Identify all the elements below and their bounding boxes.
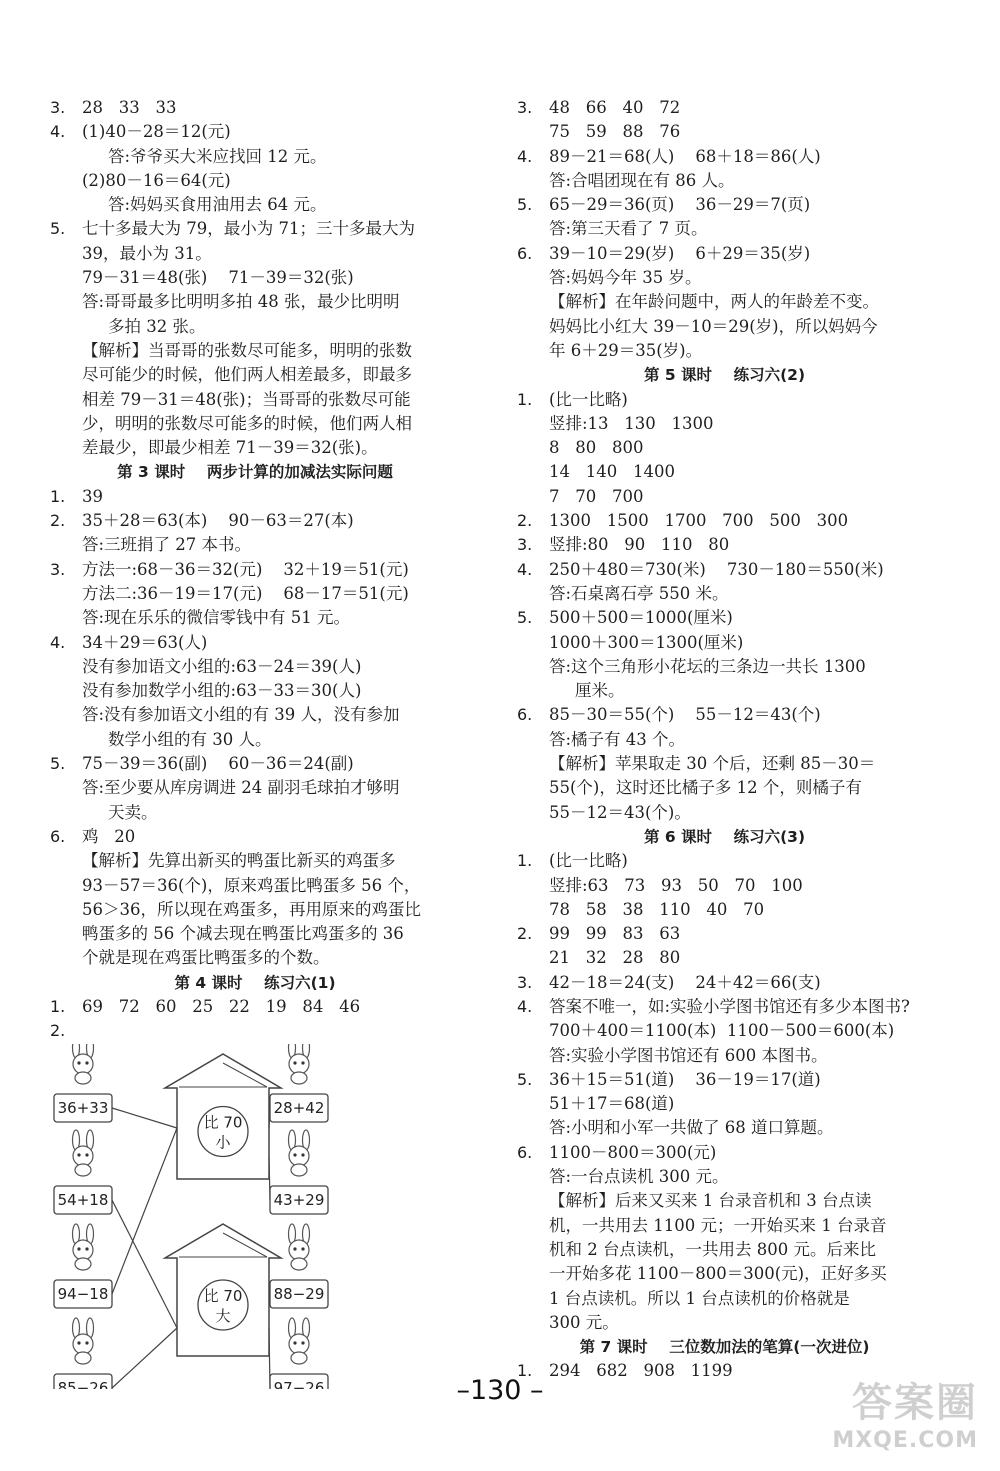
- rabbit-icon: [73, 1318, 94, 1364]
- left-column: [50, 96, 460, 1404]
- answer-line: [50, 679, 460, 703]
- section-heading: [517, 1335, 932, 1359]
- answer-line: [50, 849, 460, 873]
- answer-text: 56＞36，所以现在鸡蛋多，再用原来的鸡蛋比: [82, 899, 421, 919]
- item-number: 5.: [517, 195, 533, 215]
- answer-line: [517, 1092, 932, 1116]
- matching-line: [112, 1200, 177, 1328]
- answer-line: [517, 1165, 932, 1189]
- answer-line: [517, 995, 932, 1019]
- answer-line: [50, 752, 460, 776]
- answer-text: 答:小明和小军一共做了 68 道口算题。: [549, 1118, 834, 1138]
- answer-text: 答:没有参加语文小组的有 39 人，没有参加: [82, 705, 400, 725]
- answer-text: 36＋15＝51(道) 36－19＝17(道): [549, 1069, 821, 1089]
- answer-text: 尽可能少的时候，他们两人相差最多，即最多: [82, 365, 412, 385]
- answer-text: 差最少，即最少相差 71－39＝32(张)。: [82, 438, 378, 458]
- matching-line: [269, 1158, 270, 1200]
- answer-text: 1300 1500 1700 700 500 300: [549, 511, 849, 531]
- answer-line: [517, 558, 932, 582]
- answer-text: 竖排:13 130 1300: [549, 413, 714, 433]
- answer-line: [517, 776, 932, 800]
- answer-line: [50, 145, 460, 169]
- expression-label: 97−26: [273, 1378, 325, 1389]
- answer-text: 【解析】苹果取走 30 个后，还剩 85－30＝: [549, 754, 876, 774]
- answer-line: [50, 96, 460, 120]
- answer-text: 竖排:80 90 110 80: [549, 535, 730, 555]
- expression-label: 85−26: [57, 1378, 109, 1389]
- answer-text: 妈妈比小红大 39－10＝29(岁)，所以妈妈今: [549, 316, 878, 336]
- answer-text: 21 32 28 80: [549, 948, 681, 968]
- item-number: 4.: [517, 559, 533, 579]
- item-number: 6.: [517, 705, 533, 725]
- answer-text: 250＋480＝730(米) 730－180＝550(米): [549, 559, 884, 579]
- answer-text: 【解析】先算出新买的鸭蛋比新买的鸡蛋多: [82, 851, 396, 871]
- answer-text: 28 33 33: [82, 98, 177, 117]
- section-heading: [50, 971, 460, 995]
- answer-text: 42－18＝24(支) 24＋42＝66(支): [549, 972, 821, 992]
- answer-text: 300 元。: [549, 1312, 619, 1332]
- item-number: 2.: [517, 511, 533, 531]
- answer-line: [50, 582, 460, 606]
- answer-line: [517, 1068, 932, 1092]
- answer-text: 39－10＝29(岁) 6＋29＝35(岁): [549, 243, 811, 263]
- answer-text: 答:合唱团现在有 86 人。: [549, 170, 735, 190]
- answer-text: 答案不唯一，如:实验小学图书馆还有多少本图书?: [549, 996, 910, 1016]
- answer-line: [50, 1019, 460, 1043]
- answer-line: [50, 412, 460, 436]
- answer-text: 答:爷爷买大米应找回 12 元。: [108, 146, 327, 166]
- answer-text: 多拍 32 张。: [108, 316, 206, 336]
- answer-text: 39: [82, 486, 103, 506]
- matching-line: [112, 1128, 177, 1294]
- answer-text: 天卖。: [108, 802, 158, 822]
- answer-line: [517, 606, 932, 630]
- answer-text: 65－29＝36(页) 36－29＝7(页): [549, 195, 811, 215]
- answer-text: 机和 2 台点读机，一共用去 800 元。后来比: [549, 1239, 876, 1259]
- house-less-than-70-label: 比 70: [203, 1113, 243, 1132]
- answer-line: [50, 922, 460, 946]
- expression-label: 94−18: [57, 1284, 109, 1303]
- rabbit-icon: [289, 1318, 310, 1364]
- answer-text: 1100－800＝300(元): [549, 1142, 717, 1162]
- answer-text: 55－12＝43(个)。: [549, 802, 691, 822]
- answer-text: 厘米。: [575, 681, 625, 701]
- answer-line: [50, 703, 460, 727]
- answer-text: 294 682 908 1199: [549, 1361, 733, 1381]
- answer-line: [517, 509, 932, 533]
- matching-diagram: [50, 1044, 350, 1404]
- answer-line: [50, 436, 460, 460]
- answer-text: 75 59 88 76: [549, 122, 681, 142]
- house-greater-than-70-label: 大: [215, 1306, 231, 1325]
- answer-text: 数学小组的有 30 人。: [108, 729, 272, 749]
- rabbit-icon: [73, 1130, 94, 1176]
- item-number: 5.: [50, 219, 66, 239]
- item-number: 2.: [50, 1021, 66, 1041]
- answer-line: [517, 339, 932, 363]
- answer-line: [517, 485, 932, 509]
- answer-line: [517, 388, 932, 412]
- answer-text: 答:妈妈买食用油用去 64 元。: [108, 195, 327, 215]
- answer-line: [50, 217, 460, 241]
- answer-line: [517, 898, 932, 922]
- answer-line: [517, 1238, 932, 1262]
- answer-text: 51＋17＝68(道): [549, 1094, 675, 1114]
- answer-line: [50, 290, 460, 314]
- answer-line: [517, 655, 932, 679]
- answer-line: [517, 1189, 932, 1213]
- answer-line: [517, 193, 932, 217]
- answer-text: 700＋400＝1100(本) 1100－500＝600(本): [549, 1021, 895, 1041]
- answer-text: 答:这个三角形小花坛的三条边一共长 1300: [549, 656, 866, 676]
- answer-line: [50, 631, 460, 655]
- item-number: 6.: [517, 243, 533, 263]
- answer-text: 答:至少要从库房调进 24 副羽毛球拍才够明: [82, 778, 400, 798]
- answer-line: [517, 412, 932, 436]
- answer-line: [50, 169, 460, 193]
- answer-line: [50, 509, 460, 533]
- matching-diagram-svg: [50, 1044, 350, 1389]
- answer-text: 答:第三天看了 7 页。: [549, 219, 708, 239]
- section-heading: [517, 825, 932, 849]
- item-number: 1.: [50, 486, 66, 506]
- answer-text: 答:实验小学图书馆还有 600 本图书。: [549, 1045, 828, 1065]
- answer-text: 没有参加数学小组的:63－33＝30(人): [82, 681, 362, 701]
- item-number: 5.: [517, 608, 533, 628]
- watermark: [832, 1371, 978, 1453]
- answer-text: 78 58 38 110 40 70: [549, 899, 765, 919]
- answer-text: 七十多最大为 79，最小为 71；三十多最大为: [82, 219, 415, 239]
- answer-text: 75－39＝36(副) 60－36＝24(副): [82, 754, 354, 774]
- answer-line: [50, 266, 460, 290]
- answer-text: (2)80－16＝64(元): [82, 170, 231, 190]
- rabbit-icon: [289, 1044, 310, 1084]
- answer-line: [50, 946, 460, 970]
- expression-label: 28+42: [273, 1098, 325, 1117]
- answer-text: 500＋500＝1000(厘米): [549, 608, 733, 628]
- answer-text: 【解析】当哥哥的张数尽可能多，明明的张数: [82, 340, 412, 360]
- answer-line: [517, 752, 932, 776]
- section-heading: [517, 363, 932, 387]
- answer-text: 答:三班捐了 27 本书。: [82, 535, 252, 555]
- section-heading-text: 第 5 课时 练习六(2): [643, 366, 806, 385]
- answer-line: [50, 339, 460, 363]
- answer-line: [517, 971, 932, 995]
- answer-line: [50, 874, 460, 898]
- answer-text: 相差 79－31＝48(张)；当哥哥的张数尽可能: [82, 389, 411, 409]
- answer-text: 年 6＋29＝35(岁)。: [549, 340, 703, 360]
- answer-line: [517, 946, 932, 970]
- answer-line: [517, 460, 932, 484]
- answer-text: 48 66 40 72: [549, 98, 681, 117]
- answer-text: 答:妈妈今年 35 岁。: [549, 268, 702, 288]
- answer-text: 69 72 60 25 22 19 84 46: [82, 996, 361, 1016]
- answer-line: [517, 922, 932, 946]
- section-heading-text: 第 4 课时 练习六(1): [174, 973, 336, 992]
- rabbit-icon: [73, 1044, 94, 1084]
- page-number: –130 –: [456, 1375, 544, 1406]
- answer-line: [517, 703, 932, 727]
- answer-line: [50, 825, 460, 849]
- rabbit-icon: [289, 1224, 310, 1270]
- item-number: 4.: [50, 632, 66, 652]
- item-number: 5.: [50, 754, 66, 774]
- answer-text: 少，明明的张数尽可能多的时候，他们两人相: [82, 413, 412, 433]
- item-number: 4.: [517, 996, 533, 1016]
- answer-text: (比一比略): [549, 389, 628, 409]
- answer-text: 答:橘子有 43 个。: [549, 729, 686, 749]
- answer-line: [517, 582, 932, 606]
- answer-line: [517, 1044, 932, 1068]
- answer-text: 93－57＝36(个)，原来鸡蛋比鸭蛋多 56 个，: [82, 875, 421, 895]
- answer-line: [517, 1262, 932, 1286]
- answer-line: [517, 1214, 932, 1238]
- section-heading-text: 第 3 课时 两步计算的加减法实际问题: [117, 463, 393, 482]
- answer-line: [50, 315, 460, 339]
- answer-line: [50, 242, 460, 266]
- answer-line: [50, 193, 460, 217]
- item-number: 6.: [517, 1142, 533, 1162]
- rabbit-icon: [73, 1224, 94, 1270]
- answer-line: [517, 266, 932, 290]
- answer-line: [50, 485, 460, 509]
- answer-text: 机，一共用去 1100 元；一开始买来 1 台录音: [549, 1215, 887, 1235]
- answer-text: 答:一台点读机 300 元。: [549, 1167, 729, 1187]
- item-number: 3.: [517, 972, 533, 992]
- answer-text: 35＋28＝63(本) 90－63＝27(本): [82, 511, 354, 531]
- answer-text: (1)40－28＝12(元): [82, 122, 231, 142]
- item-number: 3.: [50, 559, 66, 579]
- item-number: 1.: [517, 389, 533, 409]
- answer-line: [517, 96, 932, 120]
- expression-label: 88−29: [273, 1284, 325, 1303]
- answer-line: [517, 120, 932, 144]
- answer-text: 答:哥哥最多比明明多拍 48 张，最少比明明: [82, 292, 400, 312]
- answer-text: 79－31＝48(张) 71－39＝32(张): [82, 268, 354, 288]
- answer-text: 55(个)，这时还比橘子多 12 个，则橘子有: [549, 778, 862, 798]
- answer-text: 8 80 800: [549, 438, 644, 458]
- answer-text: 7 70 700: [549, 486, 644, 506]
- item-number: 6.: [50, 826, 66, 846]
- right-column: [517, 96, 932, 1384]
- watermark-url: MXQE.COM: [832, 1428, 978, 1453]
- answer-text: 答:石桌离石亭 550 米。: [549, 583, 729, 603]
- answer-line: [50, 801, 460, 825]
- answer-text: 方法一:68－36＝32(元) 32＋19＝51(元): [82, 559, 409, 579]
- answer-line: [517, 1311, 932, 1335]
- item-number: 3.: [50, 98, 66, 117]
- answer-line: [50, 995, 460, 1019]
- item-number: 3.: [517, 98, 533, 117]
- rabbit-icon: [289, 1130, 310, 1176]
- answer-text: 34＋29＝63(人): [82, 632, 208, 652]
- expression-label: 43+29: [273, 1190, 325, 1209]
- section-heading: [50, 460, 460, 484]
- item-number: 1.: [517, 851, 533, 871]
- answer-text: 方法二:36－19＝17(元) 68－17＝51(元): [82, 583, 409, 603]
- answer-text: (比一比略): [549, 851, 628, 871]
- answer-line: [50, 363, 460, 387]
- answer-line: [517, 1019, 932, 1043]
- answer-line: [50, 558, 460, 582]
- item-number: 2.: [50, 511, 66, 531]
- expression-label: 54+18: [57, 1190, 109, 1209]
- answer-line: [517, 1287, 932, 1311]
- answer-line: [517, 315, 932, 339]
- answer-text: 鸭蛋多的 56 个减去现在鸭蛋比鸡蛋多的 36: [82, 924, 404, 944]
- answer-line: [50, 728, 460, 752]
- answer-text: 89－21＝68(人) 68＋18＝86(人): [549, 146, 821, 166]
- answer-text: 85－30＝55(个) 55－12＝43(个): [549, 705, 821, 725]
- item-number: 5.: [517, 1069, 533, 1089]
- answer-line: [517, 1116, 932, 1140]
- answer-line: [517, 145, 932, 169]
- answer-text: 14 140 1400: [549, 462, 675, 482]
- item-number: 1.: [50, 996, 66, 1016]
- item-number: 4.: [50, 122, 66, 142]
- matching-line: [112, 1108, 177, 1128]
- answer-line: [517, 849, 932, 873]
- item-number: 1.: [517, 1361, 533, 1381]
- answer-line: [517, 533, 932, 557]
- answer-text: 答:现在乐乐的微信零钱中有 51 元。: [82, 608, 351, 628]
- item-number: 4.: [517, 146, 533, 166]
- answer-line: [50, 120, 460, 144]
- answer-line: [517, 169, 932, 193]
- expression-label: 36+33: [57, 1098, 109, 1117]
- section-heading-text: 第 7 课时 三位数加法的笔算(一次进位): [579, 1338, 870, 1357]
- answer-text: 【解析】后来又买来 1 台录音机和 3 台点读: [549, 1191, 872, 1211]
- section-heading-text: 第 6 课时 练习六(3): [643, 827, 806, 846]
- answer-line: [517, 801, 932, 825]
- answer-line: [50, 898, 460, 922]
- answer-line: [517, 436, 932, 460]
- answer-line: [517, 679, 932, 703]
- answer-text: 1000＋300＝1300(厘米): [549, 632, 744, 652]
- house-greater-than-70-label: 比 70: [203, 1286, 243, 1305]
- answer-text: 鸡 20: [82, 826, 136, 846]
- watermark-text: 答案圈: [852, 1380, 978, 1426]
- answer-line: [517, 874, 932, 898]
- answer-text: 一开始多花 1100－800＝300(元)，正好多买: [549, 1264, 887, 1284]
- answer-text: 没有参加语文小组的:63－24＝39(人): [82, 656, 362, 676]
- answer-line: [50, 388, 460, 412]
- answer-line: [50, 606, 460, 630]
- answer-line: [517, 631, 932, 655]
- house-less-than-70-label: 小: [215, 1133, 231, 1152]
- answer-text: 39，最小为 31。: [82, 243, 212, 263]
- answer-line: [517, 728, 932, 752]
- answer-line: [50, 533, 460, 557]
- answer-line: [50, 776, 460, 800]
- answer-line: [517, 217, 932, 241]
- answer-text: 99 99 83 63: [549, 924, 681, 944]
- answer-text: 个就是现在鸡蛋比鸭蛋多的个数。: [82, 948, 330, 968]
- answer-text: 1 台点读机。所以 1 台点读机的价格就是: [549, 1288, 850, 1308]
- answer-text: 【解析】在年龄问题中，两人的年龄差不变。: [549, 292, 879, 312]
- answer-line: [517, 290, 932, 314]
- item-number: 2.: [517, 924, 533, 944]
- answer-line: [50, 655, 460, 679]
- item-number: 3.: [517, 535, 533, 555]
- answer-text: 竖排:63 73 93 50 70 100: [549, 875, 803, 895]
- answer-line: [517, 1141, 932, 1165]
- answer-line: [517, 242, 932, 266]
